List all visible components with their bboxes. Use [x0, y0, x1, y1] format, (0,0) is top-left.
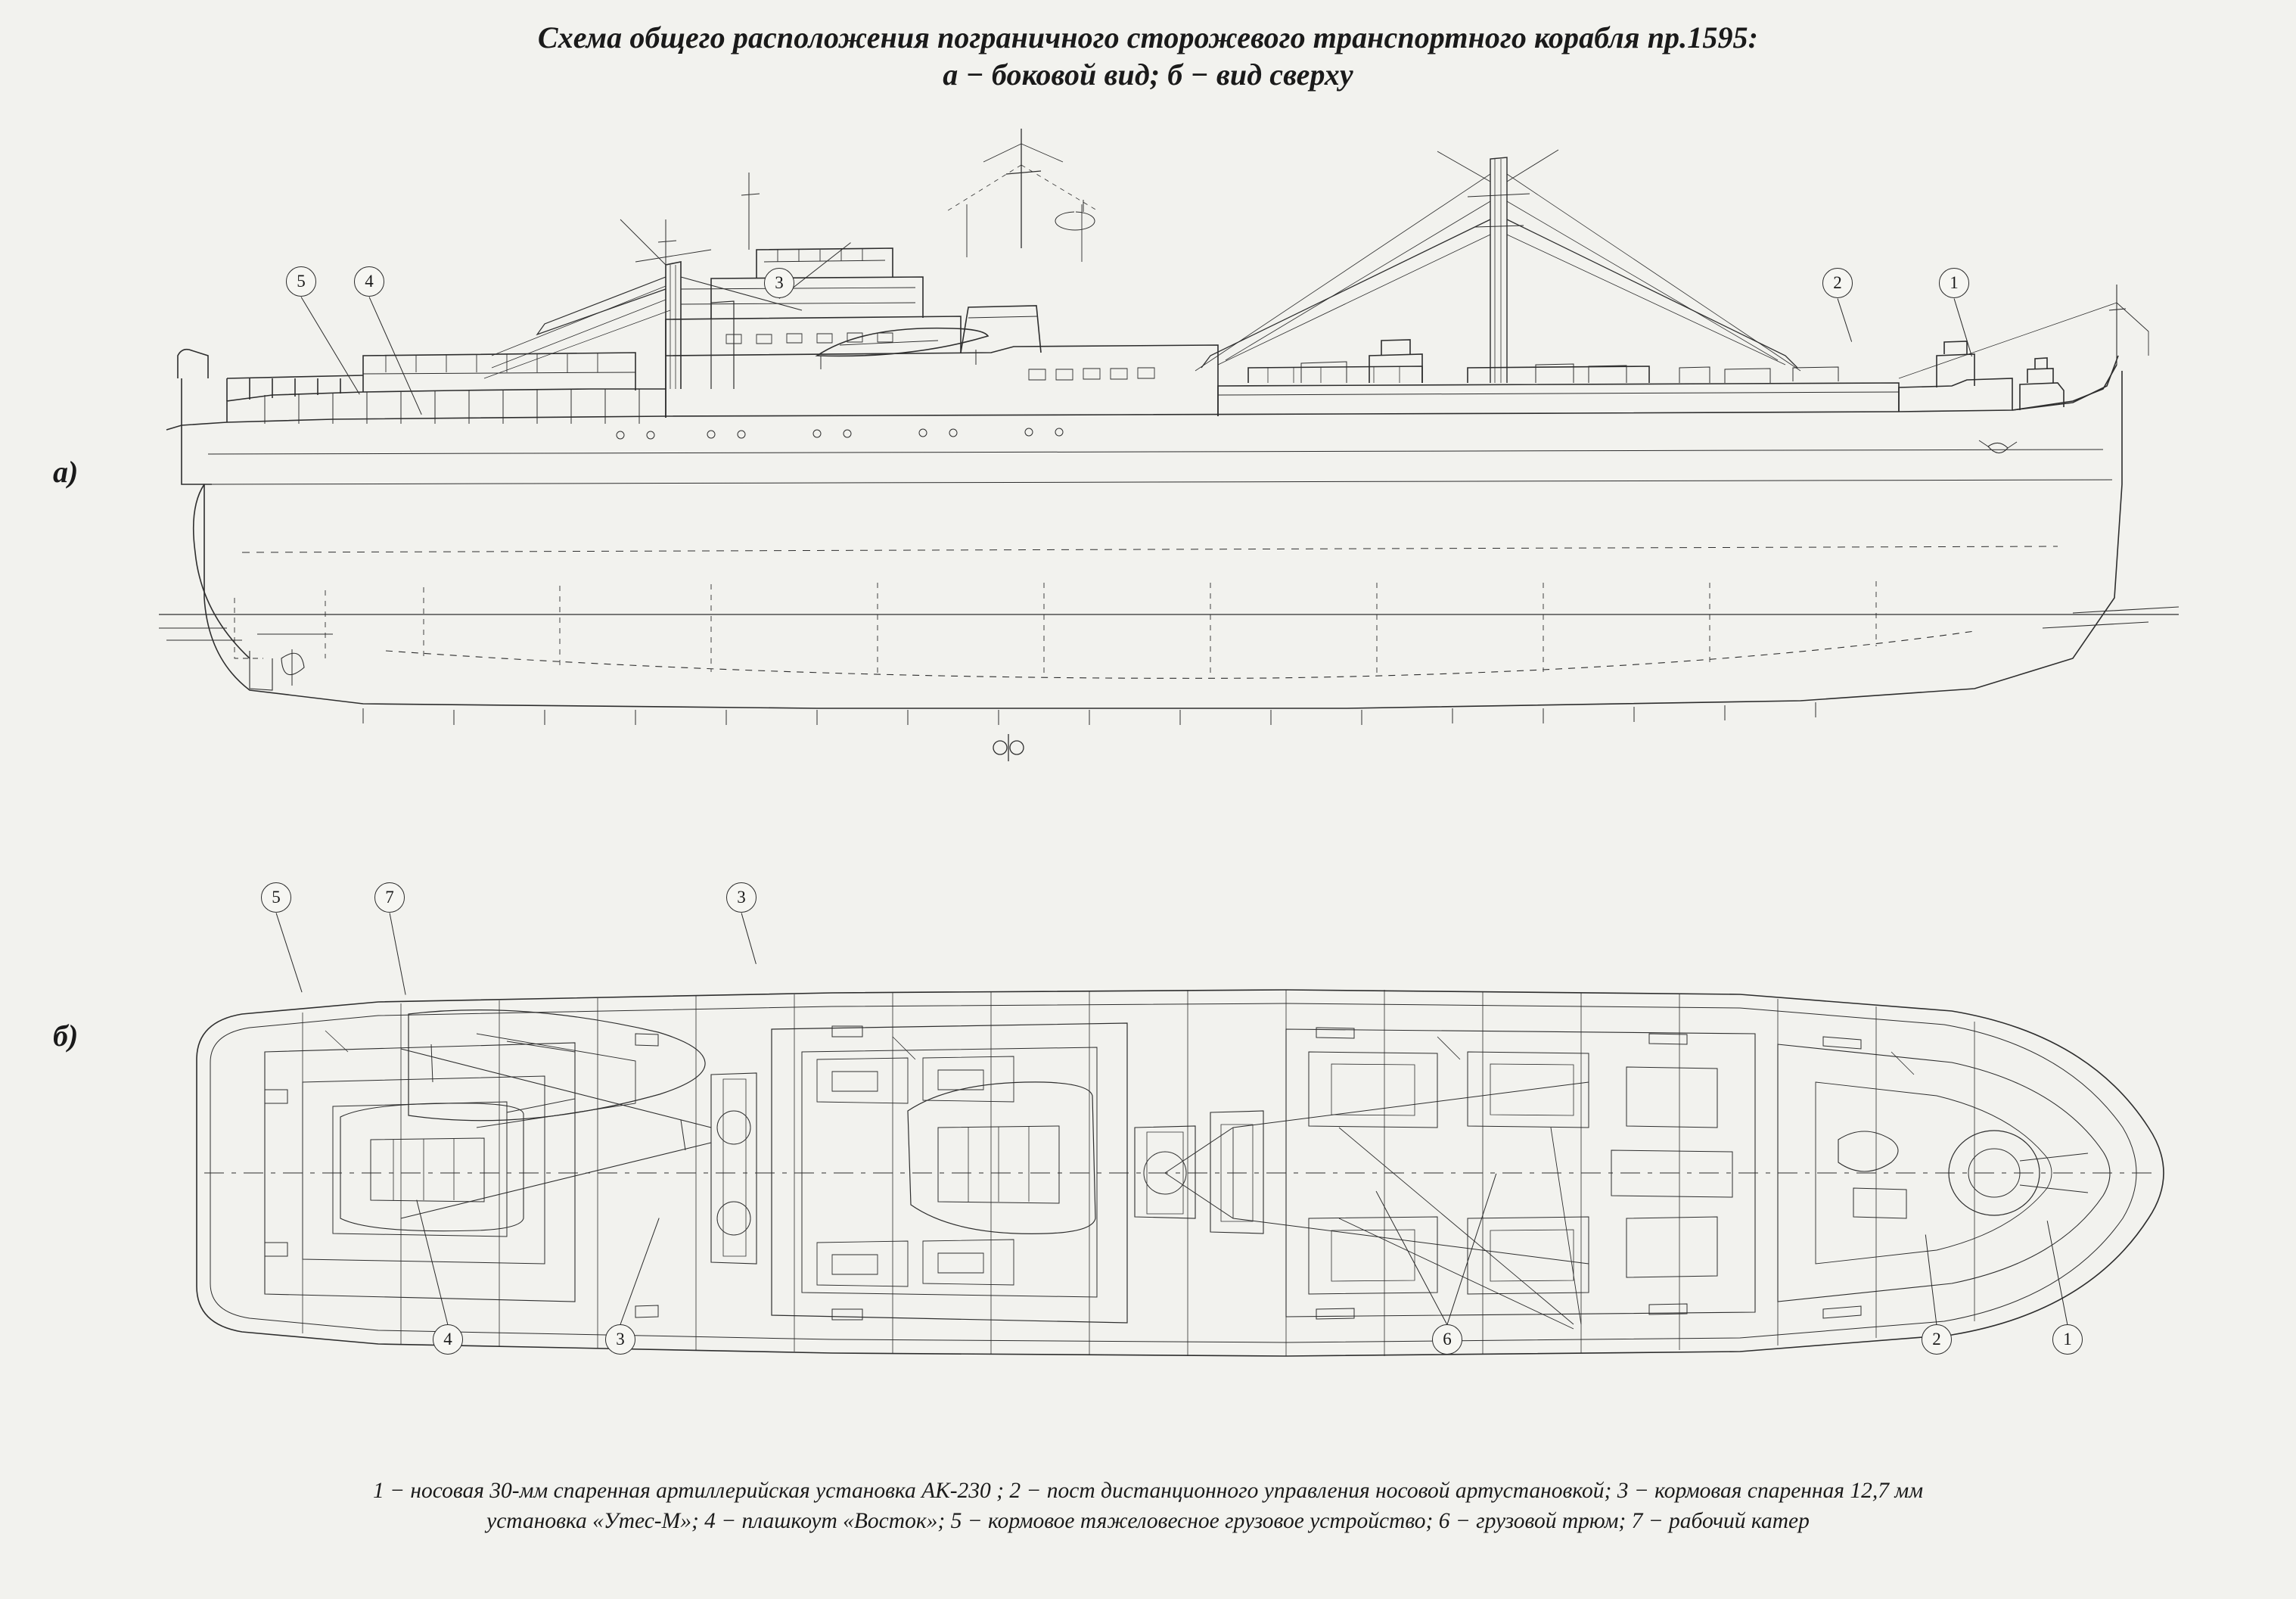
callout-top-7[interactable]: 7: [374, 882, 405, 913]
callout-top-3a[interactable]: 3: [726, 882, 757, 913]
callout-top-3b[interactable]: 3: [605, 1324, 635, 1355]
callout-side-3[interactable]: 3: [764, 268, 794, 298]
legend: [45, 1476, 2251, 1537]
callout-top-2[interactable]: 2: [1922, 1324, 1952, 1355]
callout-side-4[interactable]: 4: [354, 266, 384, 297]
title-line-1: Схема общего расположения пограничного сторожевого транспортного корабля пр.1595:: [537, 20, 1759, 54]
callout-top-1[interactable]: 1: [2052, 1324, 2083, 1355]
callout-top-6[interactable]: 6: [1432, 1324, 1462, 1355]
ship-side-view-drawing: [136, 129, 2209, 855]
callout-top-4[interactable]: 4: [433, 1324, 463, 1355]
legend-line-1: 1 − носовая 30-мм спаренная артиллерийская установка АК-230 ; 2 − пост дистанционного управления носовой артустановкой; 3 − кормовая спаренная 12,7 мм: [372, 1478, 1924, 1503]
ship-top-view-drawing: [151, 901, 2209, 1445]
callout-side-1[interactable]: 1: [1939, 268, 1969, 298]
legend-line-2: установка «Утес-М»; 4 − плашкоут «Восток»; 5 − кормовое тяжеловесное грузовое устройство; 6 − грузовой трюм; 7 − рабочий катер: [486, 1509, 1810, 1534]
page-title: [0, 20, 2296, 94]
panel-label-top: б): [53, 1019, 79, 1053]
callout-side-5[interactable]: 5: [286, 266, 316, 297]
callout-side-2[interactable]: 2: [1822, 268, 1853, 298]
title-line-2: а − боковой вид; б − вид сверху: [943, 57, 1353, 92]
panel-label-side: а): [53, 455, 79, 489]
callout-top-5[interactable]: 5: [261, 882, 291, 913]
